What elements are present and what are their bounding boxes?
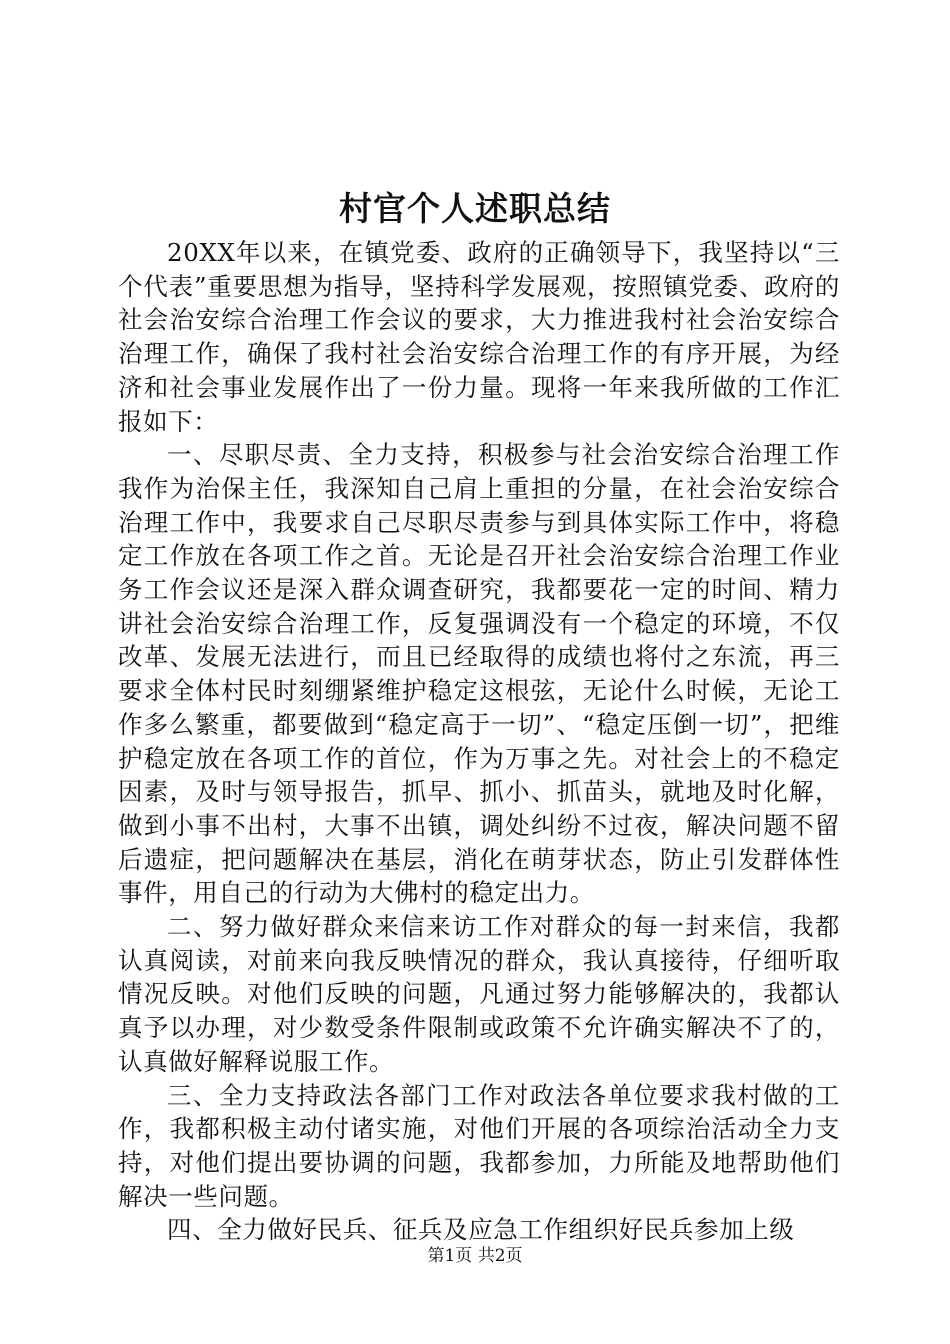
page-number-footer: 第1页 共2页: [427, 1246, 523, 1266]
document-title: 村官个人述职总结: [339, 189, 611, 228]
document-body: [118, 236, 840, 1247]
paragraph-section-4: 四、全力做好民兵、征兵及应急工作组织好民兵参加上级: [167, 1215, 795, 1245]
paragraph-section-3: 三、全力支持政法各部门工作对政法各单位要求我村做的工作，我都积极主动付诸实施，对他们开展的各项综治活动全力支持，对他们提出要协调的问题，我都参加，力所能及地帮助他们解决一些问题。: [118, 1080, 840, 1211]
paragraph-intro: 20XX年以来，在镇党委、政府的正确领导下，我坚持以“三个代表”重要思想为指导，坚持科学发展观，按照镇党委、政府的社会治安综合治理工作会议的要求，大力推进我村社会治安综合治理工作，确保了我村社会治安综合治理工作的有序开展，为经济和社会事业发展作出了一份力量。现将一年来我所做的工作汇报如下：: [118, 238, 840, 436]
paragraph-section-2: 二、努力做好群众来信来访工作对群众的每一封来信，我都认真阅读，对前来向我反映情况的群众，我认真接待，仔细听取情况反映。对他们反映的问题，凡通过努力能够解决的，我都认真予以办理，对少数受条件限制或政策不允许确实解决不了的，认真做好解释说服工作。: [118, 912, 840, 1076]
paragraph-section-1: 一、尽职尽责、全力支持，积极参与社会治安综合治理工作我作为治保主任，我深知自己肩上重担的分量，在社会治安综合治理工作中，我要求自己尽职尽责参与到具体实际工作中，将稳定工作放在各项工作之首。无论是召开社会治安综合治理工作业务工作会议还是深入群众调查研究，我都要花一定的时间、精力讲社会治安综合治理工作，反复强调没有一个稳定的环境，不仅改革、发展无法进行，而且已经取得的成绩也将付之东流，再三要求全体村民时刻绷紧维护稳定这根弦，无论什么时候，无论工作多么繁重，都要做到“稳定高于一切”、“稳定压倒一切”，把维护稳定放在各项工作的首位，作为万事之先。对社会上的不稳定因素，及时与领导报告，抓早、抓小、抓苗头，就地及时化解，做到小事不出村，大事不出镇，调处纠纷不过夜，解决问题不留后遗症，把问题解决在基层，消化在萌芽状态，防止引发群体性事件，用自己的行动为大佛村的稳定出力。: [118, 440, 840, 908]
